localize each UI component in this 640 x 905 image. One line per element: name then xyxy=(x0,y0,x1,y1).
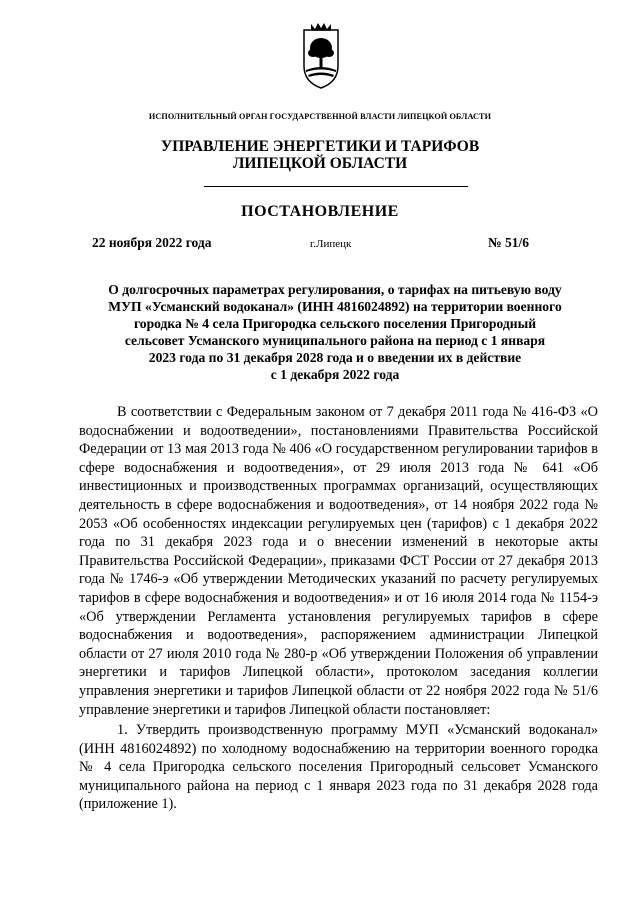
department-name xyxy=(0,138,640,172)
title-line: сельсовет Усманского муниципального района на период с 1 января xyxy=(124,333,546,349)
document-type: ПОСТАНОВЛЕНИЕ xyxy=(241,203,399,220)
title-line: 2023 года по 31 декабря 2028 года и о введении их в действие xyxy=(148,350,522,366)
body-paragraph-preamble: В соответствии с Федеральным законом от 7 декабря 2011 года № 416-ФЗ «О водоснабжении и водоотведении», постановлениями Правительства Российской Федерации от 13 мая 2013 года № 406 «О государственном регулировании тарифов в сфере водоснабжения и водоотведения», от 29 июля 2013 года № 641 «Об инвестиционных и производственных программах организаций, осуществляющих деятельность в сфере водоснабжения и водоотведения», от 14 ноября 2022 года № 2053 «Об особенностях индексации регулируемых цен (тарифов) с 1 декабря 2022 года по 31 декабря 2023 года и о внесении изменений в некоторые акты Правительства Российской Федерации», приказами ФСТ России от 27 декабря 2013 года № 1746-э «Об утверждении Методических указаний по расчету регулируемых тарифов в сфере водоснабжения и водоотведения» и от 16 июля 2014 года № 1154-э «Об утверждении Регламента установления регулируемых тарифов в сфере водоснабжения и водоотведения», распоряжением администрации Липецкой области от 27 июля 2010 года № 280-р «Об утверждении Положения об управлении энергетики и тарифов Липецкой области», протоколом заседания коллегии управления энергетики и тарифов Липецкой области от 22 ноября 2022 года № 51/6 управление энергетики и тарифов Липецкой области постановляет: xyxy=(79,404,598,718)
department-line: УПРАВЛЕНИЕ ЭНЕРГЕТИКИ И ТАРИФОВ xyxy=(160,138,480,155)
coat-of-arms-icon xyxy=(298,20,344,90)
document-number: № 51/6 xyxy=(488,235,529,250)
department-line: ЛИПЕЦКОЙ ОБЛАСТИ xyxy=(232,155,408,172)
title-line: городка № 4 села Пригородка сельского поселения Пригородный xyxy=(133,316,537,332)
title-line: О долгосрочных параметрах регулирования, о тарифах на питьевую воду xyxy=(108,282,562,297)
document-date: 22 ноября 2022 года xyxy=(92,235,212,250)
title-line: с 1 декабря 2022 года xyxy=(270,367,400,383)
body-paragraph-item-1: 1. Утвердить производственную программу МУП «Усманский водоканал» (ИНН 4816024892) по холодному водоснабжению на территории военного городка № 4 села Пригородка сельского поселения Пригородный сельсовет Усманского муниципального района на период с 1 января 2023 года по 31 декабря 2028 года (приложение 1). xyxy=(79,722,598,813)
title-line: МУП «Усманский водоканал» (ИНН 4816024892) на территории военного xyxy=(108,299,562,315)
document-body xyxy=(79,403,598,814)
header-divider xyxy=(204,186,468,187)
document-title xyxy=(70,281,600,384)
issuing-authority: ИСПОЛНИТЕЛЬНЫЙ ОРГАН ГОСУДАРСТВЕННОЙ ВЛАСТИ ЛИПЕЦКОЙ ОБЛАСТИ xyxy=(148,112,492,121)
document-city: г.Липецк xyxy=(310,238,352,250)
